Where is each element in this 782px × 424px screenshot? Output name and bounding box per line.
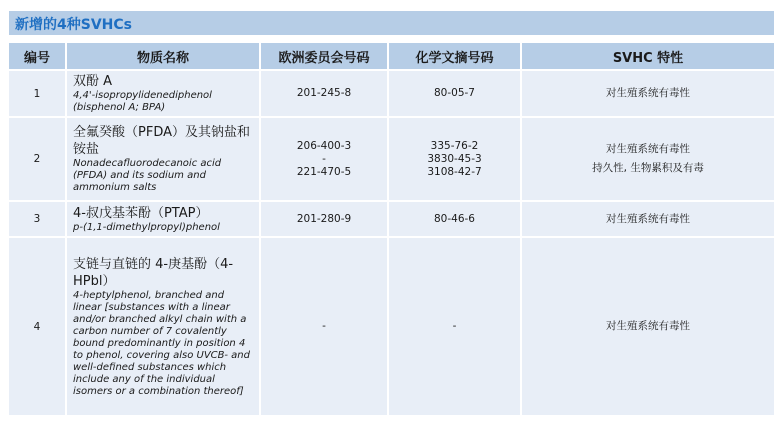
cas-number: 80-05-7 (434, 87, 475, 99)
substance-cell (67, 116, 261, 200)
ec-number: 201-245-8 (296, 87, 352, 99)
substance-name-en: p-(1,1-dimethylpropyl)phenol (73, 221, 220, 233)
ec-cell (261, 200, 389, 236)
substance-name-en: 4,4'-isopropylidenediphenol (bisphenol A; BPA) (73, 90, 212, 113)
cas-number: 3108-42-7 (427, 165, 482, 178)
substance-name-cn: 4-叔戊基苯酚（PTAP） (73, 205, 209, 221)
section-title-bar (9, 11, 774, 35)
cas-number: 335-76-2 (430, 139, 479, 152)
svhc-property-cell (522, 116, 774, 200)
ec-number: - (322, 320, 326, 332)
cas-cell (389, 116, 522, 200)
ec-number: 221-470-5 (296, 165, 352, 178)
cas-number: 3830-45-3 (427, 152, 482, 165)
ec-number: - (322, 152, 326, 165)
svhc-property: 对生殖系统有毒性 (606, 143, 690, 155)
cas-cell (389, 200, 522, 236)
svhc-table (9, 43, 774, 415)
table-row (9, 69, 774, 116)
header-svhc: SVHC 特性 (522, 43, 774, 69)
cas-cell (389, 69, 522, 116)
cas-number: 80-46-6 (434, 212, 475, 225)
header-no: 编号 (9, 43, 67, 69)
row-number: 4 (9, 236, 67, 415)
row-number: 2 (9, 116, 67, 200)
table-row (9, 200, 774, 236)
substance-cell (67, 236, 261, 415)
substance-name-cn: 支链与直链的 4-庚基酚（4-HPbl） (73, 256, 234, 289)
header-cas: 化学文摘号码 (389, 43, 522, 69)
cas-cell (389, 236, 522, 415)
ec-number: 206-400-3 (296, 139, 352, 152)
substance-name-cn: 全氟癸酸（PFDA）及其钠盐和铵盐 (73, 125, 250, 157)
substance-cell (67, 69, 261, 116)
svhc-property-cell (522, 200, 774, 236)
svhc-property-cell (522, 236, 774, 415)
header-substance: 物质名称 (67, 43, 261, 69)
svhc-property: 持久性, 生物累积及有毒 (592, 162, 704, 174)
svhc-property: 对生殖系统有毒性 (606, 212, 690, 225)
ec-cell (261, 69, 389, 116)
substance-name-en: 4-heptylphenol, branched and linear [substances with a linear and/or branched alkyl chain with a carbon number of 7 covalently bound predominantly in position 4 to phenol, covering also UVCB- and well-defined substances which include any of the individual isomers or a combination thereof] (73, 289, 250, 397)
substance-name-en: Nonadecafluorodecanoic acid (PFDA) and its sodium and ammonium salts (73, 158, 222, 193)
svhc-property: 对生殖系统有毒性 (606, 320, 690, 332)
ec-number: 201-280-9 (296, 212, 352, 225)
table-row (9, 116, 774, 200)
section-title: 新增的4种SVHCs (15, 17, 132, 33)
ec-cell (261, 236, 389, 415)
svhc-property: 对生殖系统有毒性 (606, 87, 690, 99)
table-header-row (9, 43, 774, 69)
substance-cell (67, 200, 261, 236)
row-number: 3 (9, 200, 67, 236)
table-row (9, 236, 774, 415)
substance-name-cn: 双酚 A (73, 74, 113, 89)
header-ec: 欧洲委员会号码 (261, 43, 389, 69)
svhc-property-cell (522, 69, 774, 116)
ec-cell (261, 116, 389, 200)
row-number: 1 (9, 69, 67, 116)
cas-number: - (452, 320, 457, 332)
